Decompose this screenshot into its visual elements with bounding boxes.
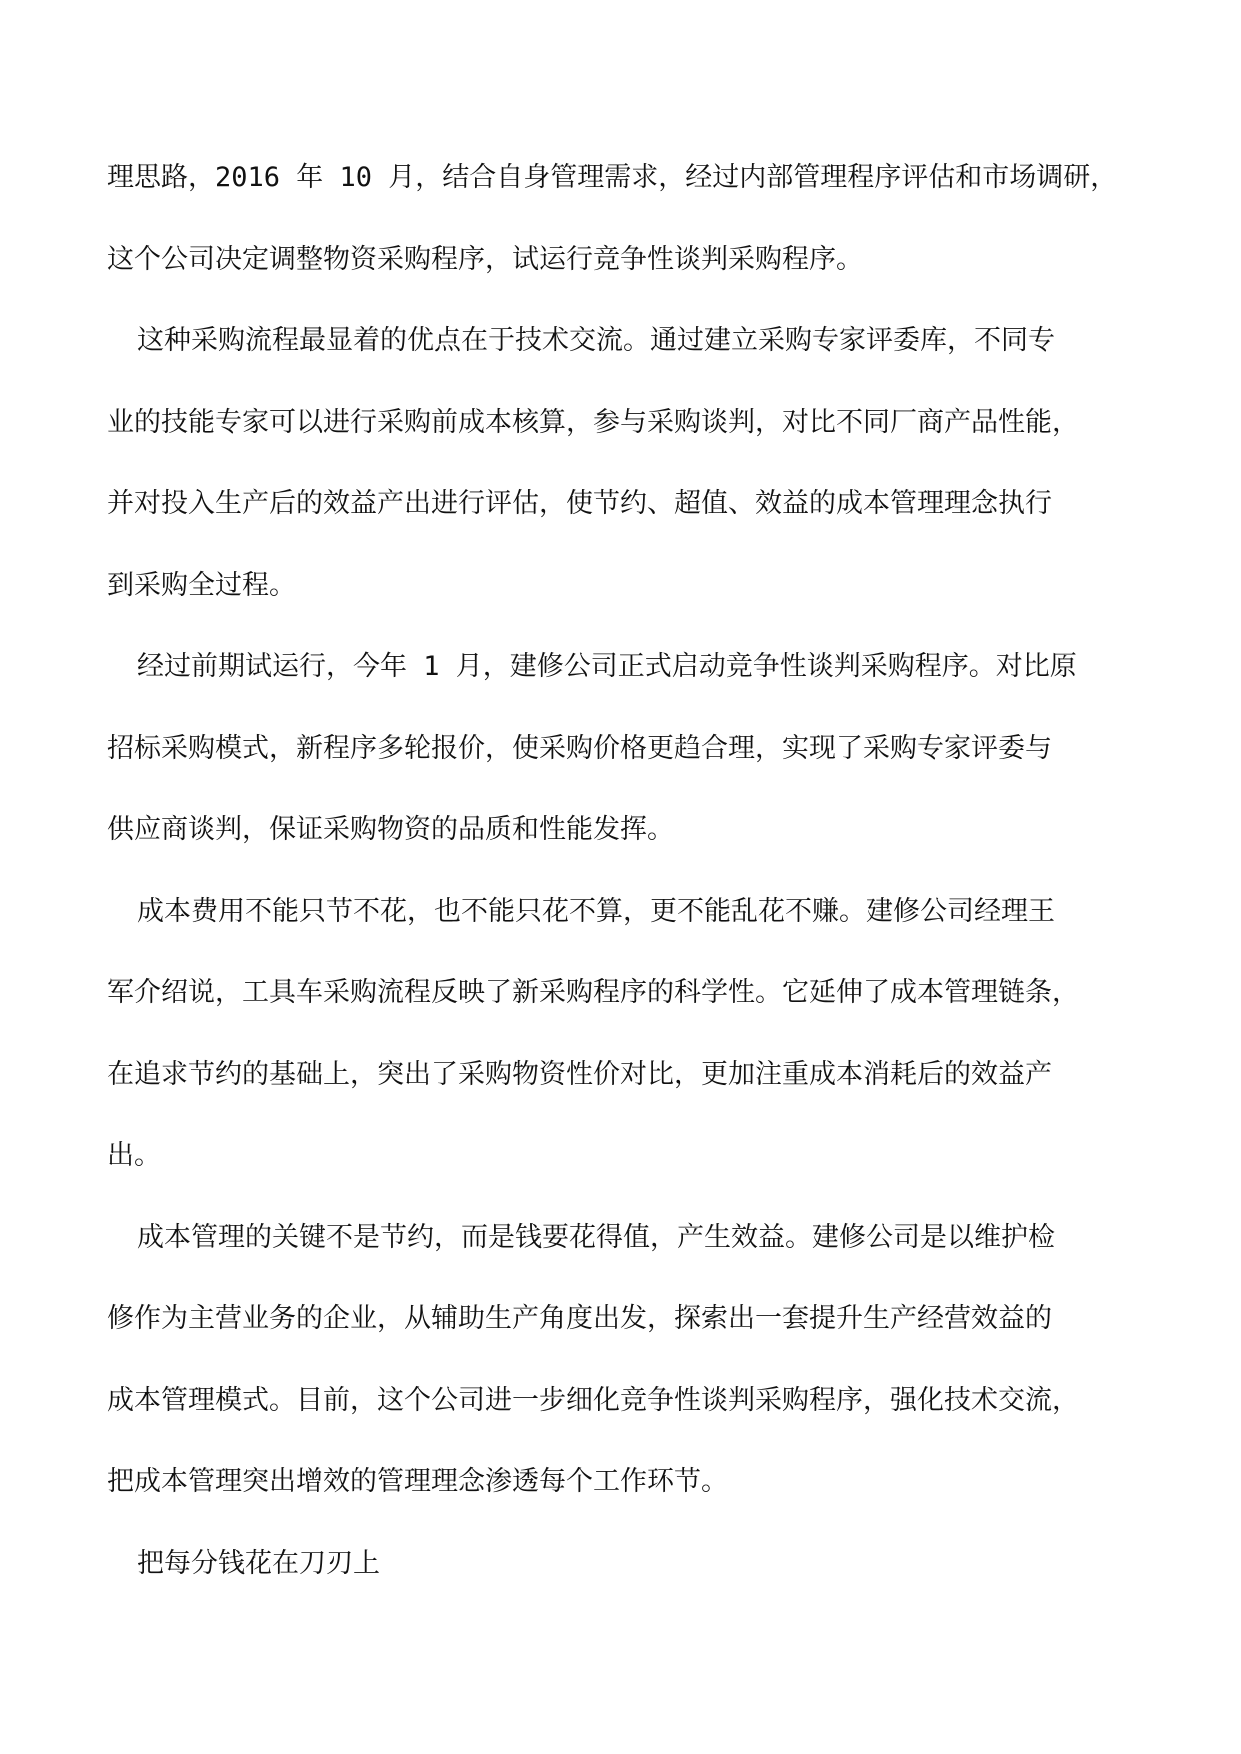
text-line: 并对投入生产后的效益产出进行评估，使节约、超值、效益的成本管理理念执行 — [107, 488, 1052, 519]
text-line: 业的技能专家可以进行采购前成本核算，参与采购谈判，对比不同厂商产品性能， — [107, 406, 1079, 438]
text-line: 军介绍说，工具车采购流程反映了新采购程序的科学性。它延伸了成本管理链条， — [107, 977, 1079, 1008]
text-line: 成本管理模式。目前，这个公司进一步细化竞争性谈判采购程序，强化技术交流， — [107, 1384, 1079, 1416]
text-line: 在追求节约的基础上，突出了采购物资性价对比，更加注重成本消耗后的效益产 — [107, 1058, 1052, 1090]
text-line: 出。 — [107, 1140, 161, 1171]
text-line: 把成本管理突出增效的管理理念渗透每个工作环节。 — [107, 1466, 728, 1497]
text-line: 供应商谈判，保证采购物资的品质和性能发挥。 — [107, 814, 674, 845]
text-line: 理思路，2016 年 10 月，结合自身管理需求，经过内部管理程序评估和市场调研， — [107, 162, 1118, 193]
text-line: 到采购全过程。 — [107, 569, 296, 601]
section-heading: 把每分钱花在刀刃上 — [137, 1547, 380, 1579]
text-line: 修作为主营业务的企业，从辅助生产角度出发，探索出一套提升生产经营效益的 — [107, 1303, 1052, 1334]
paragraph-start-line: 经过前期试运行，今年 1 月，建修公司正式启动竞争性谈判采购程序。对比原 — [137, 651, 1077, 682]
article-body — [107, 158, 1137, 1625]
text-line: 这个公司决定调整物资采购程序，试运行竞争性谈判采购程序。 — [107, 243, 863, 275]
paragraph-start-line: 成本管理的关键不是节约，而是钱要花得值，产生效益。建修公司是以维护检 — [137, 1221, 1055, 1253]
paragraph-start-line: 成本费用不能只节不花，也不能只花不算，更不能乱花不赚。建修公司经理王 — [137, 895, 1055, 927]
text-line: 招标采购模式，新程序多轮报价，使采购价格更趋合理，实现了采购专家评委与 — [107, 732, 1052, 764]
paragraph-start-line: 这种采购流程最显着的优点在于技术交流。通过建立采购专家评委库，不同专 — [137, 325, 1055, 356]
